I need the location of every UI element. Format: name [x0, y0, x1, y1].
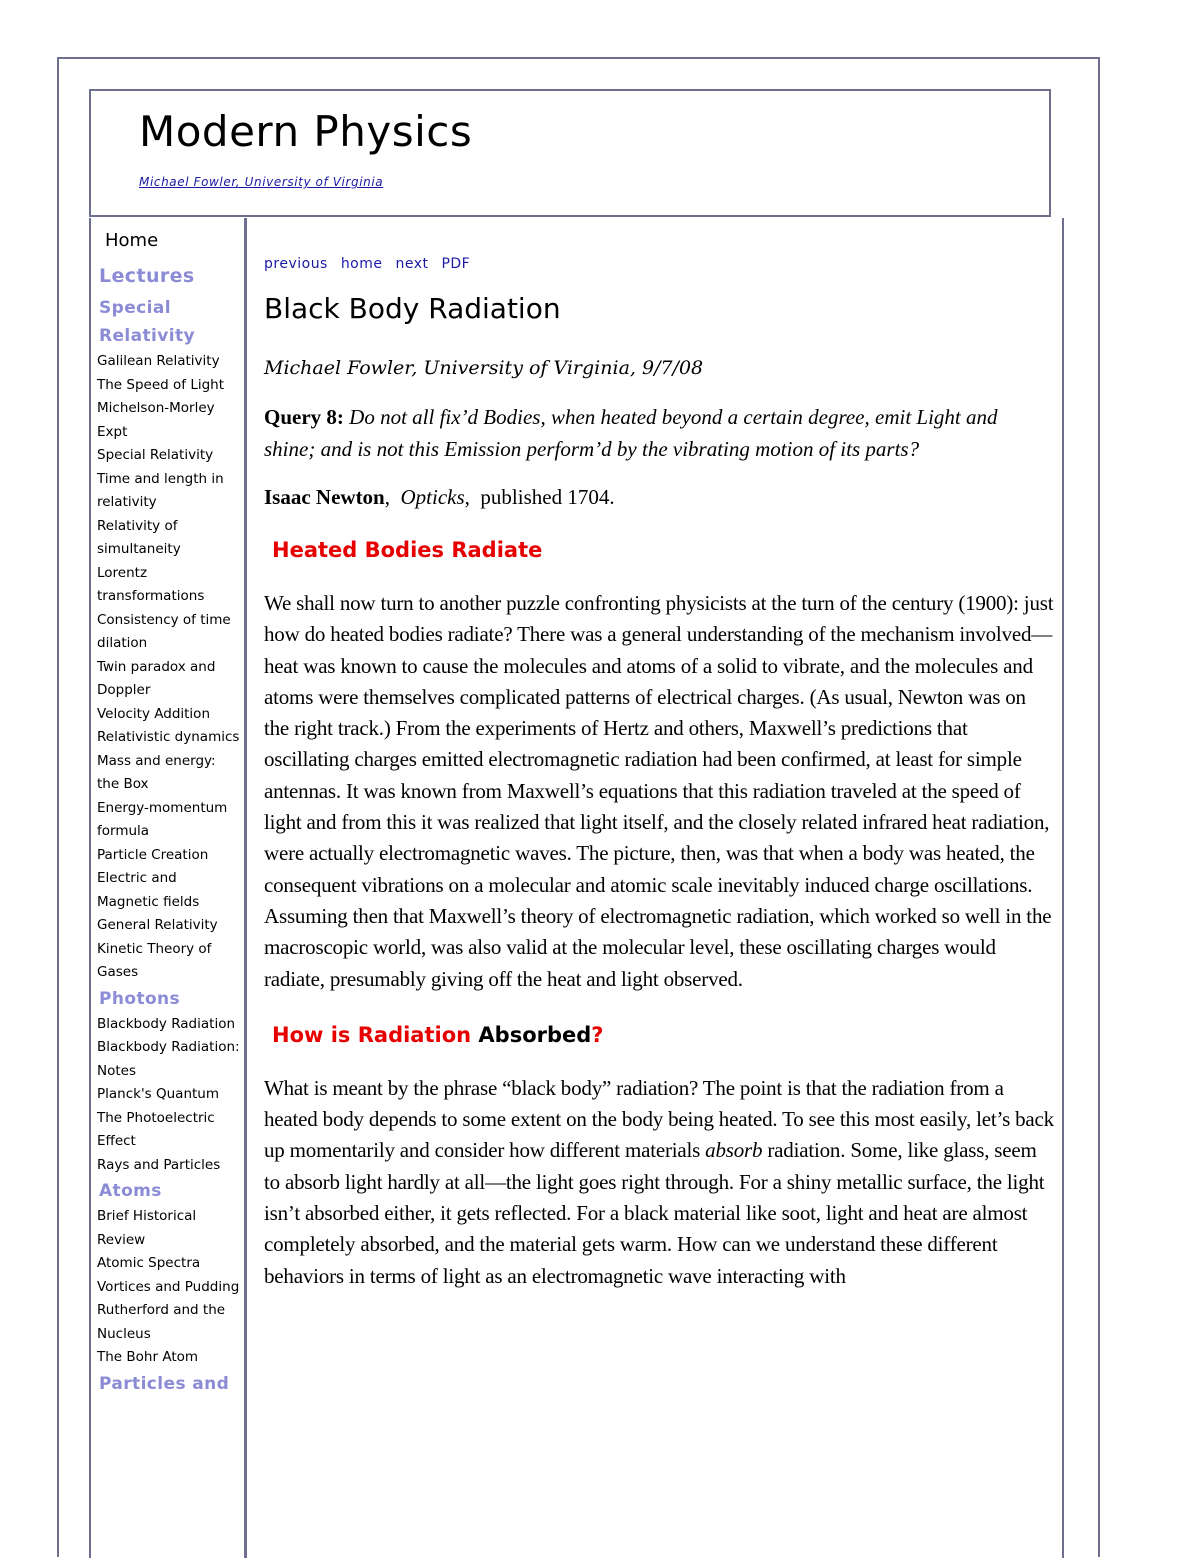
- pdf-link[interactable]: PDF: [441, 256, 471, 272]
- home-link[interactable]: home: [340, 256, 383, 272]
- sidebar-nav-item[interactable]: Blackbody Radiation: Notes: [97, 1039, 240, 1079]
- sidebar-home-link[interactable]: Home: [105, 230, 159, 251]
- sidebar-nav-item[interactable]: Particle Creation: [97, 846, 209, 863]
- sidebar-nav-item[interactable]: Rays and Particles: [97, 1156, 221, 1173]
- sidebar-nav-item[interactable]: Michelson-Morley Expt: [97, 400, 215, 440]
- sidebar-nav-item[interactable]: Planck's Quantum: [97, 1086, 220, 1102]
- byline: Michael Fowler, University of Virginia, 9/7/08: [264, 357, 704, 379]
- sidebar-nav-item[interactable]: Galilean Relativity: [97, 353, 220, 369]
- section-heading-absorption: [272, 1023, 1054, 1047]
- epigraph-quote: Do not all fix’d Bodies, when heated beyond a certain degree, emit Light and shine; and is not this Emission perform’d by the vibrating motion of its parts?: [264, 405, 998, 461]
- sidebar-nav-item[interactable]: Energy-momentum formula: [97, 799, 228, 839]
- sidebar-nav-item[interactable]: The Speed of Light: [97, 376, 225, 393]
- page-nav: [264, 256, 1054, 272]
- previous-link[interactable]: previous: [264, 256, 328, 272]
- sidebar-section-heading[interactable]: Special Relativity: [99, 298, 195, 346]
- sidebar-nav: [89, 218, 247, 1558]
- sidebar-lectures-heading[interactable]: Lectures: [99, 265, 195, 287]
- sidebar-nav-item[interactable]: Time and length in relativity: [97, 470, 224, 510]
- epigraph-attribution: Isaac Newton, Opticks, published 1704.: [264, 485, 615, 509]
- sidebar-nav-item[interactable]: The Bohr Atom: [97, 1349, 199, 1365]
- sidebar-nav-item[interactable]: Brief Historical Review: [97, 1208, 197, 1248]
- heading-red-part: How is Radiation: [272, 1022, 472, 1047]
- sidebar-nav-item[interactable]: Atomic Spectra: [97, 1255, 201, 1271]
- next-link[interactable]: next: [395, 256, 429, 272]
- attribution-date: published 1704.: [480, 485, 615, 509]
- heading-black-part: Absorbed: [478, 1022, 592, 1047]
- site-title: Modern Physics: [139, 107, 473, 156]
- sidebar-nav-item[interactable]: Kinetic Theory of Gases: [97, 940, 212, 980]
- paragraph-absorption-start: What is meant by the phrase “black body” radiation? The point is that the radiation from a heated body depends to some extent on the body being heated. To see this most easily, let’s back up momentarily and consider how different materials: [264, 1075, 1054, 1163]
- main-content: [264, 256, 1054, 1292]
- sidebar-list: [95, 262, 241, 1398]
- epigraph-label: Query 8:: [264, 405, 344, 429]
- epigraph: [264, 401, 1054, 465]
- heading-punct: ?: [591, 1022, 604, 1047]
- paragraph-absorption-emphasis: absorb: [705, 1138, 763, 1163]
- sidebar-nav-item[interactable]: General Relativity: [97, 917, 218, 933]
- sidebar-nav-item[interactable]: Twin paradox and Doppler: [97, 658, 216, 698]
- attribution-author: Isaac Newton: [264, 485, 385, 509]
- sidebar-nav-item[interactable]: Rutherford and the Nucleus: [97, 1302, 226, 1342]
- sidebar-nav-item[interactable]: Relativity of simultaneity: [97, 517, 181, 557]
- sidebar-nav-item[interactable]: Velocity Addition: [97, 705, 210, 722]
- main-column-border: [1062, 218, 1064, 1558]
- sidebar-section-heading[interactable]: Particles and: [99, 1373, 230, 1394]
- sidebar-nav-item[interactable]: Lorentz transformations: [97, 564, 205, 604]
- sidebar-section-heading[interactable]: Photons: [99, 988, 181, 1009]
- attribution-work: Opticks: [400, 485, 465, 509]
- paragraph-absorption-end: radiation. Some, like glass, seem to absorb light hardly at all—the light goes right through. For a shiny metallic surface, the light isn’t absorbed either, it gets reflected. For a black material like soot, light and heat are almost completely absorbed, and the material gets warm. How can we understand these different behaviors in terms of light as an electromagnetic wave interacting with: [264, 1138, 1045, 1288]
- sidebar-nav-item[interactable]: Relativistic dynamics: [97, 729, 240, 745]
- author-link[interactable]: Michael Fowler, University of Virginia: [139, 175, 384, 189]
- sidebar-nav-item[interactable]: Special Relativity: [97, 447, 214, 463]
- section-heading-heated-bodies: Heated Bodies Radiate: [272, 538, 543, 562]
- sidebar-nav-item[interactable]: The Photoelectric Effect: [97, 1109, 215, 1149]
- sidebar-nav-item[interactable]: Vortices and Pudding: [97, 1278, 240, 1295]
- sidebar-section-heading[interactable]: Atoms: [99, 1181, 162, 1201]
- site-header: [89, 89, 1051, 217]
- sidebar-nav-item[interactable]: Blackbody Radiation: [97, 1015, 236, 1032]
- sidebar-nav-item[interactable]: Consistency of time dilation: [97, 611, 231, 651]
- paragraph-absorption: [264, 1073, 1054, 1292]
- sidebar-nav-item[interactable]: Electric and Magnetic fields: [97, 870, 200, 910]
- article-title: Black Body Radiation: [264, 292, 561, 325]
- paragraph-heated-bodies: We shall now turn to another puzzle confronting physicists at the turn of the century (1900): just how do heated bodies radiate? There was a general understanding of the mechanism involved—heat was known to cause the molecules and atoms of a solid to vibrate, and the molecules and atoms were themselves complicated patterns of electrical charges. (As usual, Newton was on the right track.) From the experiments of Hertz and others, Maxwell’s predictions that oscillating charges emitted electromagnetic radiation had been confirmed, at least for simple antennas. It was known from Maxwell’s equations that this radiation traveled at the speed of light and from this it was realized that light itself, and the closely related infrared heat radiation, were actually electromagnetic waves. The picture, then, was that when a body was heated, the consequent vibrations on a molecular and atomic scale inevitably induced charge oscillations. Assuming then that Maxwell’s theory of electromagnetic radiation, which worked so well in the macroscopic world, was also valid at the molecular level, these oscillating charges would radiate, presumably giving off the heat and light observed.: [264, 591, 1054, 991]
- sidebar-nav-item[interactable]: Mass and energy: the Box: [97, 752, 216, 792]
